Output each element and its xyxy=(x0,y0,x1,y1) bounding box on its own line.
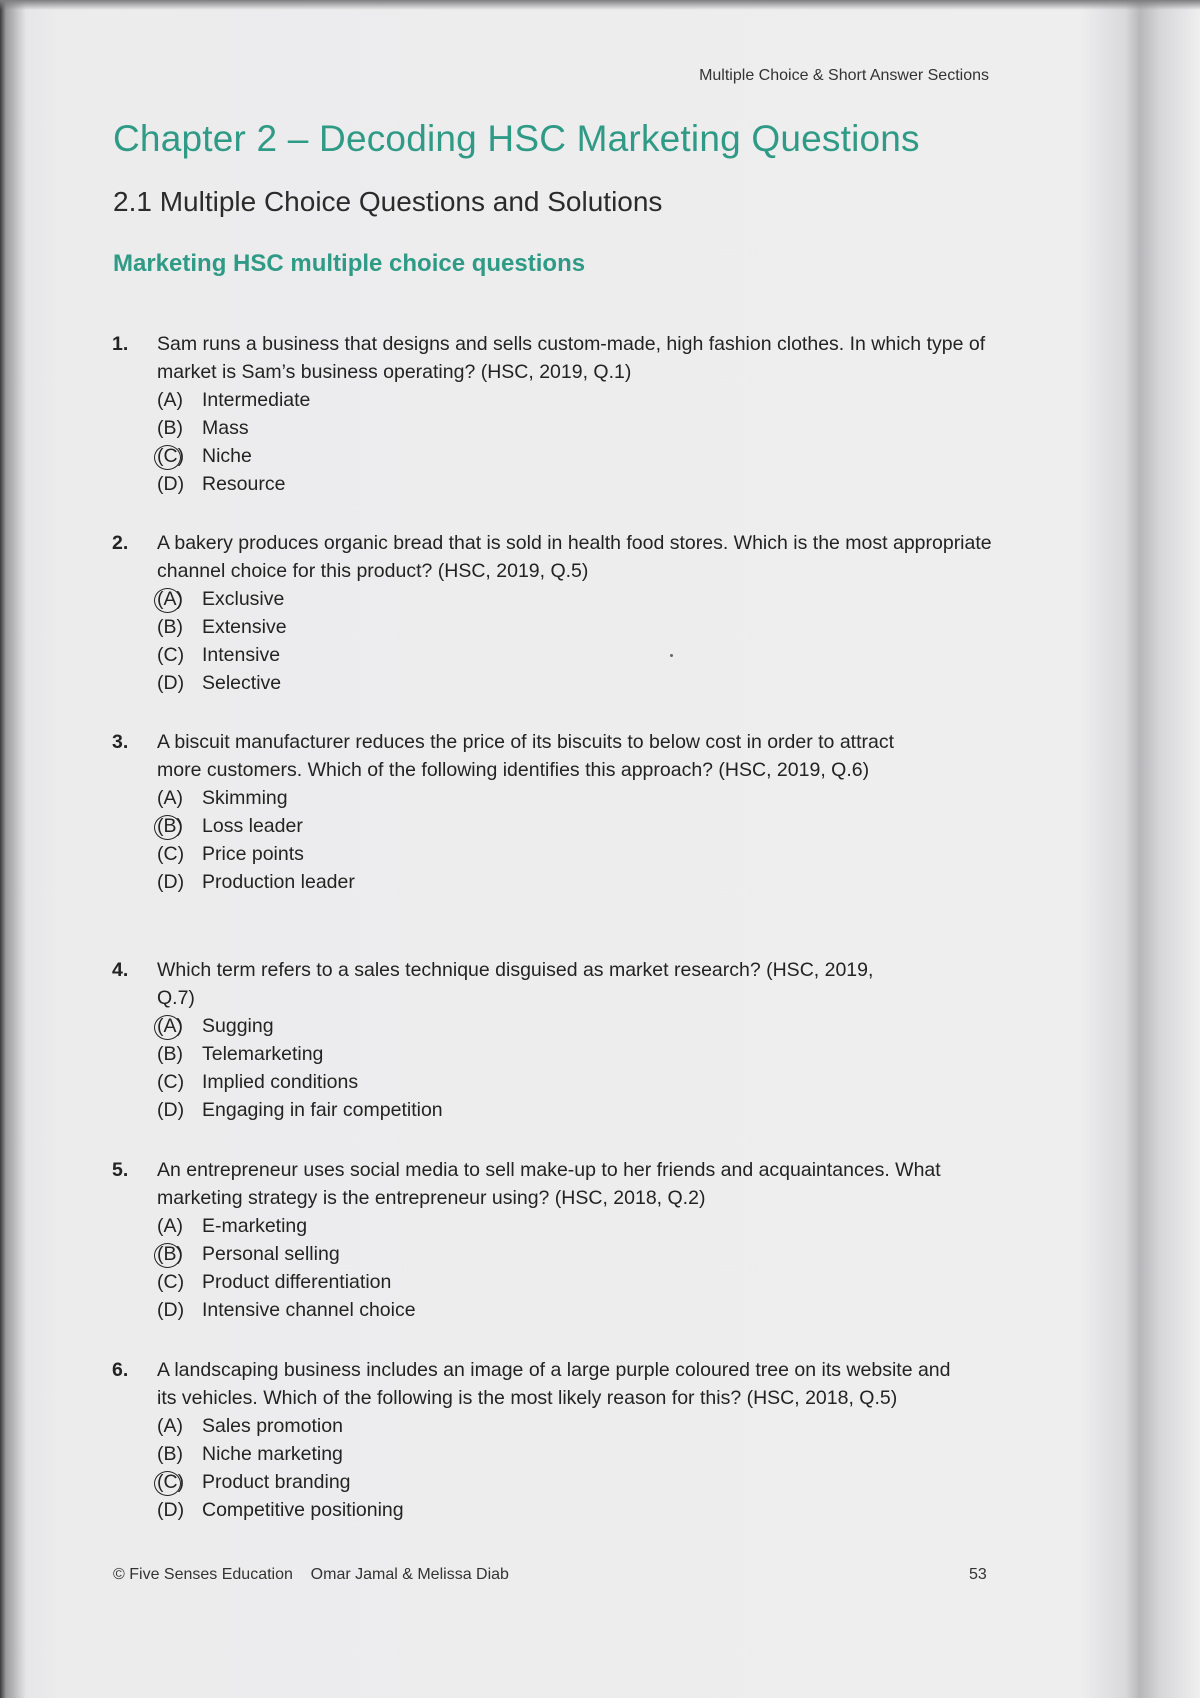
option-a xyxy=(157,784,937,812)
option-d xyxy=(157,1296,1017,1324)
question-number: 3. xyxy=(112,731,129,753)
option-c xyxy=(157,1268,1017,1296)
option-letter: (B) xyxy=(157,616,183,638)
option-letter: (A) xyxy=(157,1215,183,1237)
option-letter: (C) xyxy=(157,1471,185,1493)
question-number: 5. xyxy=(112,1159,129,1181)
answer-options xyxy=(157,386,997,498)
running-head: Multiple Choice & Short Answer Sections xyxy=(699,67,989,84)
scan-shadow xyxy=(0,0,1200,10)
option-b xyxy=(157,1040,887,1068)
option-text: Extensive xyxy=(202,616,287,638)
option-text: Sales promotion xyxy=(202,1415,343,1437)
option-letter: (C) xyxy=(157,445,185,467)
answer-options xyxy=(157,1212,1017,1324)
option-text: Loss leader xyxy=(202,815,303,837)
option-letter: (A) xyxy=(157,1015,183,1037)
option-text: Selective xyxy=(202,672,282,694)
option-letter: (A) xyxy=(157,389,183,411)
option-b xyxy=(157,1440,967,1468)
option-d xyxy=(157,1496,967,1524)
option-d xyxy=(157,868,937,896)
option-letter: (B) xyxy=(157,417,183,439)
option-text: Intensive xyxy=(202,644,281,666)
option-b xyxy=(157,613,997,641)
question-number: 2. xyxy=(112,532,129,554)
section-title: 2.1 Multiple Choice Questions and Solutions xyxy=(113,186,663,217)
question-number: 4. xyxy=(112,959,129,981)
option-d xyxy=(157,669,997,697)
option-a xyxy=(157,1212,1017,1240)
option-c xyxy=(157,442,997,470)
footer-copyright: © Five Senses Education Omar Jamal & Melissa Diab xyxy=(113,1566,509,1583)
question-number: 1. xyxy=(112,333,129,355)
question-4 xyxy=(112,956,887,1124)
question-5 xyxy=(112,1156,1017,1324)
option-text: Product differentiation xyxy=(202,1271,392,1293)
option-text: Product branding xyxy=(202,1471,351,1493)
option-text: Intensive channel choice xyxy=(202,1299,416,1321)
option-text: Implied conditions xyxy=(202,1071,359,1093)
question-text: Sam runs a business that designs and sells custom-made, high fashion clothes. In which type of market is Sam’s business operating? (HSC, 2019, Q.1) xyxy=(157,333,986,383)
option-text: Personal selling xyxy=(202,1243,340,1265)
question-text: A landscaping business includes an image of a large purple coloured tree on its website and its vehicles. Which of the following is the most likely reason for this? (HSC, 2018, Q.5) xyxy=(157,1359,951,1409)
option-text: Resource xyxy=(202,473,286,495)
option-letter: (D) xyxy=(157,672,185,694)
option-letter: (D) xyxy=(157,1499,185,1521)
option-d xyxy=(157,1096,887,1124)
question-2 xyxy=(112,529,997,697)
option-text: Exclusive xyxy=(202,588,285,610)
answer-options xyxy=(157,1012,887,1124)
option-text: Competitive positioning xyxy=(202,1499,404,1521)
option-text: Sugging xyxy=(202,1015,274,1037)
option-b xyxy=(157,414,997,442)
question-text: A biscuit manufacturer reduces the price of its biscuits to below cost in order to attract more customers. Which of the following identifies this approach? (HSC, 2019, Q.6) xyxy=(157,731,895,781)
question-6 xyxy=(112,1356,967,1524)
option-text: Price points xyxy=(202,843,304,865)
option-letter: (D) xyxy=(157,473,185,495)
option-text: Mass xyxy=(202,417,249,439)
answer-options xyxy=(157,585,997,697)
option-text: Production leader xyxy=(202,871,355,893)
question-3 xyxy=(112,728,937,896)
option-text: Skimming xyxy=(202,787,288,809)
option-b xyxy=(157,1240,1017,1268)
option-letter: (A) xyxy=(157,1415,183,1437)
question-text: A bakery produces organic bread that is sold in health food stores. Which is the most appropriate channel choice for this product? (HSC, 2019, Q.5) xyxy=(157,532,992,582)
option-letter: (C) xyxy=(157,1271,185,1293)
option-letter: (C) xyxy=(157,644,185,666)
option-text: Niche marketing xyxy=(202,1443,343,1465)
option-letter: (B) xyxy=(157,1443,183,1465)
option-letter: (A) xyxy=(157,787,183,809)
option-letter: (C) xyxy=(157,843,185,865)
option-letter: (A) xyxy=(157,588,183,610)
scan-speck xyxy=(670,654,673,657)
subsection-title: Marketing HSC multiple choice questions xyxy=(113,250,586,277)
question-number: 6. xyxy=(112,1359,129,1381)
option-text: Intermediate xyxy=(202,389,311,411)
page-number: 53 xyxy=(969,1566,987,1583)
question-text: Which term refers to a sales technique disguised as market research? (HSC, 2019, Q.7) xyxy=(157,959,874,1009)
option-text: Telemarketing xyxy=(202,1043,324,1065)
question-1 xyxy=(112,330,997,498)
option-d xyxy=(157,470,997,498)
option-c xyxy=(157,1468,967,1496)
option-c xyxy=(157,1068,887,1096)
option-letter: (B) xyxy=(157,1243,183,1265)
option-a xyxy=(157,386,997,414)
option-text: Niche xyxy=(202,445,252,467)
answer-options xyxy=(157,784,937,896)
option-letter: (C) xyxy=(157,1071,185,1093)
option-a xyxy=(157,585,997,613)
option-b xyxy=(157,812,937,840)
option-a xyxy=(157,1012,887,1040)
chapter-title: Chapter 2 – Decoding HSC Marketing Questions xyxy=(113,118,920,159)
answer-options xyxy=(157,1412,967,1524)
option-letter: (B) xyxy=(157,1043,183,1065)
option-letter: (D) xyxy=(157,1099,185,1121)
option-text: Engaging in fair competition xyxy=(202,1099,443,1121)
option-letter: (B) xyxy=(157,815,183,837)
option-letter: (D) xyxy=(157,871,185,893)
option-letter: (D) xyxy=(157,1299,185,1321)
option-a xyxy=(157,1412,967,1440)
question-text: An entrepreneur uses social media to sell make-up to her friends and acquaintances. What marketing strategy is the entrepreneur using? (HSC, 2018, Q.2) xyxy=(157,1159,941,1209)
option-c xyxy=(157,840,937,868)
option-c xyxy=(157,641,997,669)
option-text: E-marketing xyxy=(202,1215,308,1237)
